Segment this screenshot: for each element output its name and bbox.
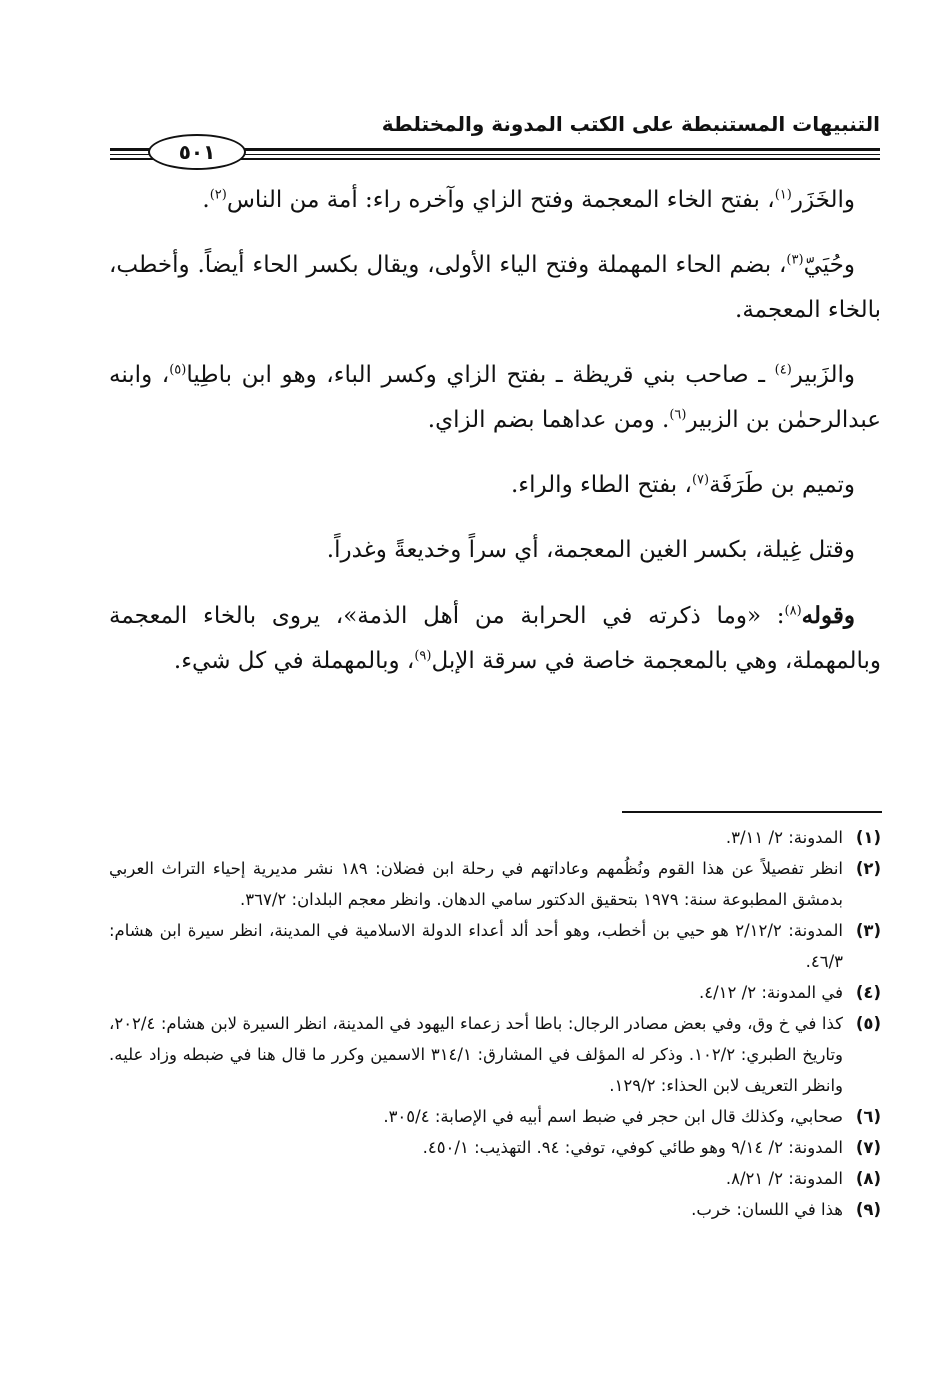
footnote-ref[interactable]: (٢)	[209, 187, 227, 203]
footnote: (٥) كذا في خ وق، وفي بعض مصادر الرجال: باطا أحد زعماء اليهود في المدينة، انظر السيرة لابن هشام: ٢٠٢/٤، وتاريخ الطبري: ١٠٢/٢. وذكر له المؤلف في المشارق: ٣١٤/١ الاسمين وكرر ما قال هنا في ضبطه وزاد عليه. وانظر التعريف لابن الحذاء: ١٢٩/٢.	[109, 1014, 881, 1095]
page-header	[110, 110, 880, 170]
footnote-ref[interactable]: (٨)	[784, 603, 802, 619]
footnote: (٦) صحابي، وكذلك قال ابن حجر في ضبط اسم أبيه في الإصابة: ٣٠٥/٤.	[383, 1107, 881, 1126]
footnote: (٩) هذا في اللسان: خرب.	[691, 1200, 881, 1219]
page-number: ٥٠١	[148, 134, 246, 170]
footnote: (٧) المدونة: ٢/ ٩/١٤ وهو طائي كوفي، توفي: ٩٤. التهذيب: ٤٥٠/١.	[422, 1138, 881, 1157]
footnote: (١) المدونة: ٢/ ٣/١١.	[725, 828, 881, 847]
main-text	[109, 178, 881, 704]
footnotes	[109, 822, 881, 1225]
footnote: (٣) المدونة: ٢/١٢/٢ هو حيي بن أخطب، وهو أحد ألد أعداء الدولة الاسلامية في المدينة، انظر سيرة ابن هشام: ٤٦/٣.	[109, 921, 881, 971]
paragraph: وحُيَيّ$^{(٣)}$، بضم الحاء المهملة وفتح الياء الأولى، ويقال بكسر الحاء أيضاً. وأخطب، بالخاء المعجمة.	[109, 252, 881, 323]
paragraph: والخَزَر$^{(١)}$، بفتح الخاء المعجمة وفتح الزاي وآخره راء: أمة من الناس$^{(٢)}$.	[202, 187, 855, 213]
footnote: (٢) انظر تفصيلاً عن هذا القوم ونُظُمهم وعاداتهم في رحلة ابن فضلان: ١٨٩ نشر مديرية إحياء التراث العربي بدمشق المطبوعة سنة: ١٩٧٩ بتحقيق الدكتور سامي الدهان. وانظر معجم البلدان: ٣٦٧/٢.	[109, 859, 881, 909]
paragraph: والزَبير$^{(٤)}$ ـ صاحب بني قريظة ـ بفتح الزاي وكسر الباء، وهو ابن باطِيا$^{(٥)}$، وابنه عبدالرحمٰن بن الزبير$^{(٦)}$. ومن عداهما بضم الزاي.	[109, 362, 881, 433]
footnote-ref[interactable]: (٦)	[669, 407, 687, 423]
footnote: (٤) في المدونة: ٢/ ٤/١٢.	[698, 983, 881, 1002]
footnote-ref[interactable]: (١)	[774, 187, 792, 203]
footnote-ref[interactable]: (٧)	[691, 472, 710, 488]
running-title: التنبيهات المستنبطة على الكتب المدونة والمختلطة	[381, 112, 880, 136]
footnote-ref[interactable]: (٣)	[786, 252, 804, 268]
paragraph: وتميم بن طَرَفَة$^{(٧)}$، بفتح الطاء والراء.	[510, 472, 855, 498]
paragraph: وقوله$^{(٨)}$: «وما ذكرته في الحرابة من أهل الذمة»، يروى بالخاء المعجمة وبالمهملة، وهي بالمعجمة خاصة في سرقة الإبل$^{(٩)}$، وبالمهملة في كل شيء.	[109, 602, 881, 674]
footnote-ref[interactable]: (٩)	[414, 648, 432, 664]
footnote: (٨) المدونة: ٢/ ٨/٢١.	[725, 1169, 881, 1188]
paragraph: وقتل غِيلة، بكسر الغين المعجمة، أي سراً وخديعةً وغدراً.	[326, 537, 855, 563]
footnote-separator	[622, 811, 882, 813]
footnote-ref[interactable]: (٤)	[774, 362, 792, 378]
footnote-ref[interactable]: (٥)	[169, 362, 187, 378]
